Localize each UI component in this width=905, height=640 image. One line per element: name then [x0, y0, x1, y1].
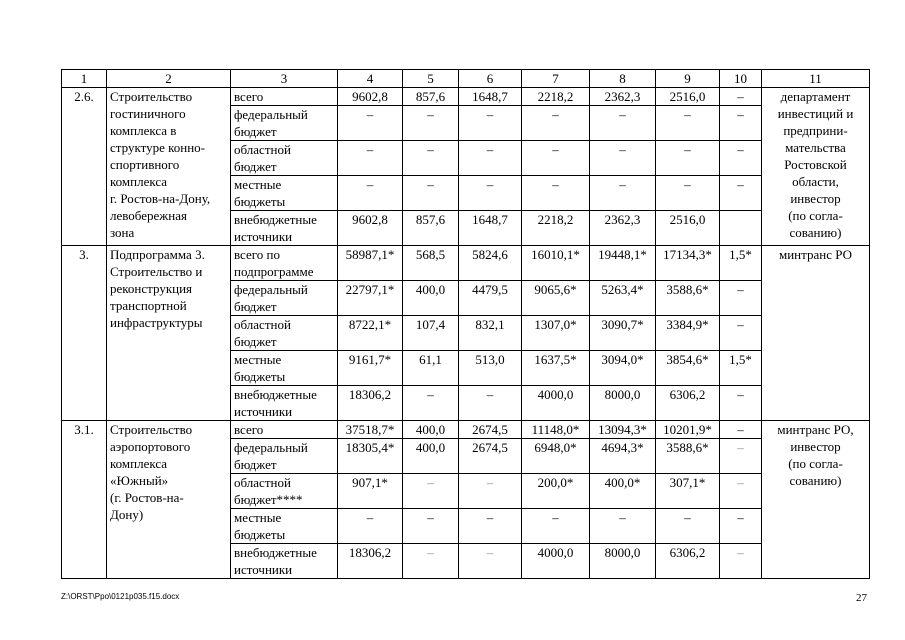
value-cell: 2362,3: [590, 211, 656, 246]
table-row: [62, 88, 870, 106]
value-cell: 4000,0: [522, 386, 590, 421]
file-path: Z:\ORST\Ppo\0121p035.f15.docx: [61, 592, 180, 601]
column-number: 1: [62, 70, 107, 88]
value-cell: 9161,7*: [338, 351, 403, 386]
item-number: 3.: [62, 246, 107, 421]
item-name: Подпрограмма 3. Строительство и реконструкция транспортной инфраструктуры: [107, 246, 231, 421]
value-cell: 2218,2: [522, 88, 590, 106]
funding-source: местные бюджеты: [231, 351, 338, 386]
value-cell: 3090,7*: [590, 316, 656, 351]
value-cell: 400,0: [403, 281, 459, 316]
column-number: 2: [107, 70, 231, 88]
value-cell: –: [656, 106, 720, 141]
value-cell: 37518,7*: [338, 421, 403, 439]
value-cell: –: [720, 281, 762, 316]
value-cell: –: [522, 141, 590, 176]
value-cell: –: [338, 106, 403, 141]
value-cell: 18305,4*: [338, 439, 403, 474]
value-cell: –: [459, 474, 522, 509]
value-cell: 19448,1*: [590, 246, 656, 281]
funding-source: областной бюджет****: [231, 474, 338, 509]
value-cell: –: [459, 176, 522, 211]
value-cell: 400,0*: [590, 474, 656, 509]
funding-source: областной бюджет: [231, 141, 338, 176]
value-cell: 9602,8: [338, 88, 403, 106]
item-number: 2.6.: [62, 88, 107, 246]
executor: департамент инвестиций и предприни- мательства Ростовской области, инвестор (по согла- сованию): [762, 88, 870, 246]
value-cell: –: [403, 106, 459, 141]
value-cell: 4479,5: [459, 281, 522, 316]
value-cell: –: [459, 386, 522, 421]
page-number: 27: [856, 592, 867, 604]
funding-source: всего по подпрограмме: [231, 246, 338, 281]
value-cell: 2516,0: [656, 211, 720, 246]
funding-source: местные бюджеты: [231, 176, 338, 211]
value-cell: –: [590, 509, 656, 544]
funding-source: внебюджетные источники: [231, 544, 338, 579]
value-cell: –: [656, 176, 720, 211]
value-cell: 1,5*: [720, 351, 762, 386]
value-cell: –: [338, 141, 403, 176]
value-cell: –: [720, 106, 762, 141]
value-cell: –: [720, 474, 762, 509]
value-cell: 9602,8: [338, 211, 403, 246]
value-cell: –: [656, 509, 720, 544]
value-cell: 568,5: [403, 246, 459, 281]
value-cell: –: [720, 316, 762, 351]
value-cell: 6948,0*: [522, 439, 590, 474]
value-cell: 5824,6: [459, 246, 522, 281]
value-cell: 307,1*: [656, 474, 720, 509]
value-cell: –: [522, 509, 590, 544]
funding-source: внебюджетные источники: [231, 386, 338, 421]
value-cell: 3384,9*: [656, 316, 720, 351]
value-cell: –: [720, 421, 762, 439]
column-number: 5: [403, 70, 459, 88]
value-cell: 1648,7: [459, 88, 522, 106]
value-cell: –: [403, 474, 459, 509]
value-cell: 58987,1*: [338, 246, 403, 281]
value-cell: 832,1: [459, 316, 522, 351]
value-cell: 200,0*: [522, 474, 590, 509]
value-cell: 1637,5*: [522, 351, 590, 386]
value-cell: 11148,0*: [522, 421, 590, 439]
funding-source: областной бюджет: [231, 316, 338, 351]
funding-source: федеральный бюджет: [231, 281, 338, 316]
value-cell: 13094,3*: [590, 421, 656, 439]
value-cell: 400,0: [403, 421, 459, 439]
value-cell: –: [522, 106, 590, 141]
budget-table: [61, 69, 870, 579]
value-cell: 400,0: [403, 439, 459, 474]
value-cell: –: [403, 141, 459, 176]
value-cell: –: [720, 88, 762, 106]
executor: минтранс РО: [762, 246, 870, 421]
value-cell: 9065,6*: [522, 281, 590, 316]
value-cell: 513,0: [459, 351, 522, 386]
value-cell: –: [522, 176, 590, 211]
value-cell: –: [590, 141, 656, 176]
value-cell: 2674,5: [459, 421, 522, 439]
value-cell: 1307,0*: [522, 316, 590, 351]
column-number: 10: [720, 70, 762, 88]
funding-source: местные бюджеты: [231, 509, 338, 544]
value-cell: 1648,7: [459, 211, 522, 246]
value-cell: –: [720, 544, 762, 579]
value-cell: 10201,9*: [656, 421, 720, 439]
value-cell: 3094,0*: [590, 351, 656, 386]
value-cell: 857,6: [403, 88, 459, 106]
column-number: 3: [231, 70, 338, 88]
value-cell: 4000,0: [522, 544, 590, 579]
value-cell: 107,4: [403, 316, 459, 351]
item-name: Строительство гостиничного комплекса в структуре конно- спортивного комплекса г. Ростов-на-Дону, левобережная зона: [107, 88, 231, 246]
value-cell: 8000,0: [590, 544, 656, 579]
value-cell: –: [590, 176, 656, 211]
table-row: [62, 246, 870, 281]
value-cell: 22797,1*: [338, 281, 403, 316]
column-number-row: [62, 70, 870, 88]
value-cell: 4694,3*: [590, 439, 656, 474]
value-cell: 8000,0: [590, 386, 656, 421]
value-cell: –: [459, 106, 522, 141]
executor: минтранс РО, инвестор (по согла- сованию): [762, 421, 870, 579]
value-cell: 857,6: [403, 211, 459, 246]
value-cell: –: [720, 439, 762, 474]
value-cell: 18306,2: [338, 544, 403, 579]
value-cell: 2516,0: [656, 88, 720, 106]
value-cell: 907,1*: [338, 474, 403, 509]
value-cell: 8722,1*: [338, 316, 403, 351]
value-cell: 61,1: [403, 351, 459, 386]
value-cell: 17134,3*: [656, 246, 720, 281]
value-cell: –: [720, 386, 762, 421]
value-cell: –: [403, 176, 459, 211]
value-cell: –: [720, 141, 762, 176]
value-cell: 3588,6*: [656, 439, 720, 474]
value-cell: –: [656, 141, 720, 176]
item-number: 3.1.: [62, 421, 107, 579]
value-cell: –: [720, 509, 762, 544]
value-cell: –: [403, 509, 459, 544]
value-cell: –: [459, 141, 522, 176]
item-name: Строительство аэропортового комплекса «Южный» (г. Ростов-на- Дону): [107, 421, 231, 579]
value-cell: –: [459, 544, 522, 579]
value-cell: 1,5*: [720, 246, 762, 281]
value-cell: [720, 211, 762, 246]
funding-source: федеральный бюджет: [231, 106, 338, 141]
column-number: 4: [338, 70, 403, 88]
column-number: 8: [590, 70, 656, 88]
value-cell: –: [459, 509, 522, 544]
value-cell: –: [403, 386, 459, 421]
value-cell: 6306,2: [656, 386, 720, 421]
value-cell: 6306,2: [656, 544, 720, 579]
value-cell: –: [338, 509, 403, 544]
value-cell: –: [720, 176, 762, 211]
funding-source: федеральный бюджет: [231, 439, 338, 474]
value-cell: 2218,2: [522, 211, 590, 246]
value-cell: 5263,4*: [590, 281, 656, 316]
value-cell: 16010,1*: [522, 246, 590, 281]
column-number: 6: [459, 70, 522, 88]
column-number: 11: [762, 70, 870, 88]
value-cell: –: [590, 106, 656, 141]
value-cell: 2362,3: [590, 88, 656, 106]
value-cell: –: [338, 176, 403, 211]
value-cell: 3588,6*: [656, 281, 720, 316]
column-number: 7: [522, 70, 590, 88]
column-number: 9: [656, 70, 720, 88]
value-cell: 3854,6*: [656, 351, 720, 386]
funding-source: всего: [231, 421, 338, 439]
value-cell: 18306,2: [338, 386, 403, 421]
funding-source: всего: [231, 88, 338, 106]
table-row: [62, 421, 870, 439]
funding-source: внебюджетные источники: [231, 211, 338, 246]
value-cell: 2674,5: [459, 439, 522, 474]
value-cell: –: [403, 544, 459, 579]
